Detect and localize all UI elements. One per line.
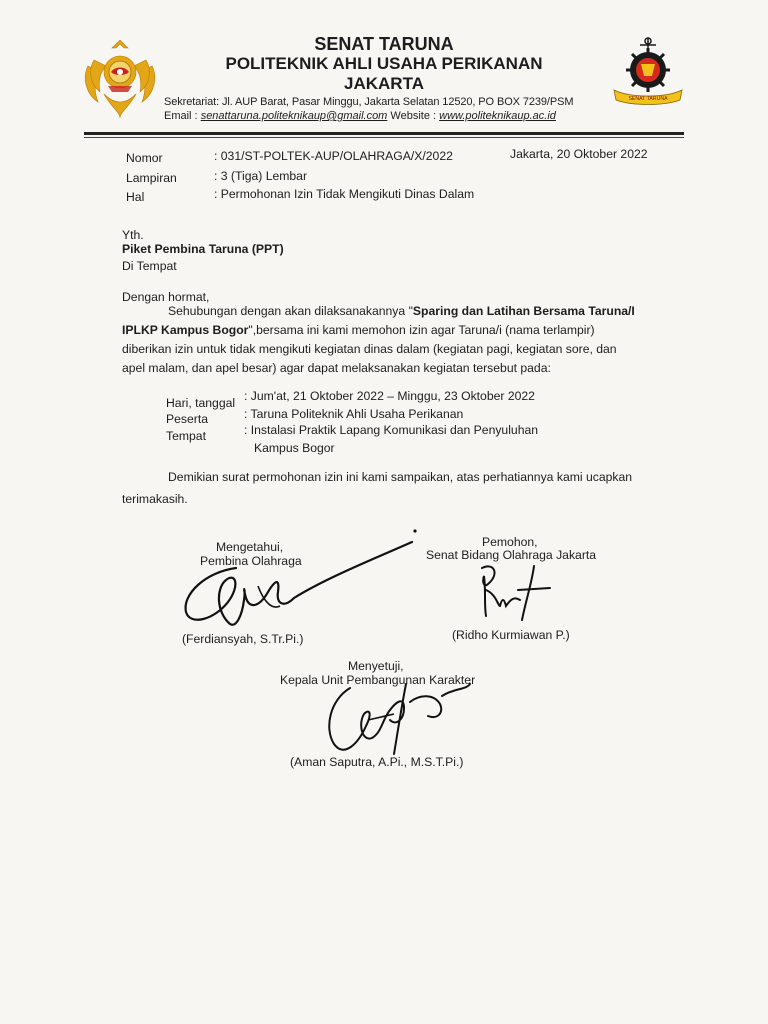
nomor-label: Nomor: [126, 151, 163, 165]
salutation-yth: Yth.: [122, 228, 144, 242]
detail-label-date: Hari, tanggal: [166, 396, 236, 410]
right-sig-name: (Ridho Kurmiawan P.): [452, 628, 570, 642]
event-name-cont: IPLKP Kampus Bogor: [122, 323, 249, 337]
center-sig-role2: Kepala Unit Pembangunan Karakter: [280, 673, 476, 687]
letterhead-address: Sekretariat: Jl. AUP Barat, Pasar Minggu, Jakarta Selatan 12520, PO BOX 7239/PSM: [164, 96, 574, 108]
center-signature: [310, 674, 480, 766]
left-sig-role1: Mengetahui,: [216, 540, 284, 554]
p1-line2: ",bersama ini kami memohon izin agar Taruna/i (nama terlampir): [248, 323, 595, 337]
p1-line4: apel malam, dan apel besar) agar dapat melaksanakan kegiatan tersebut pada:: [122, 361, 551, 375]
hal-value: : Permohonan Izin Tidak Mengikuti Dinas Dalam: [214, 187, 475, 201]
header-rule-thin: [84, 137, 684, 138]
detail-value-date: : Jum'at, 21 Oktober 2022 – Minggu, 23 Oktober 2022: [244, 389, 535, 403]
left-sig-name: (Ferdiansyah, S.Tr.Pi.): [182, 632, 304, 646]
p1-line3: diberikan izin untuk tidak mengikuti kegiatan dinas dalam (kegiatan pagi, kegiatan sore, dan: [122, 342, 617, 356]
closing-line2: terimakasih.: [122, 492, 188, 506]
closing-line1: Demikian surat permohonan izin ini kami sampaikan, atas perhatiannya kami ucapkan: [168, 470, 633, 484]
detail-value-participants: : Taruna Politeknik Ahli Usaha Perikanan: [244, 407, 464, 421]
body-paragraph: [122, 302, 642, 378]
right-sig-role2: Senat Bidang Olahraga Jakarta: [426, 548, 597, 562]
anchor-wheel-emblem-icon: [610, 36, 686, 106]
right-signature: [470, 560, 560, 628]
right-sig-role1: Pemohon,: [482, 535, 538, 549]
letterhead-city: JAKARTA: [344, 74, 424, 93]
p1-intro: Sehubungan dengan akan dilaksanakannya ": [168, 304, 413, 318]
detail-value-place: : Instalasi Praktik Lapang Komunikasi dan Penyuluhan: [244, 423, 539, 437]
lampiran-label: Lampiran: [126, 171, 177, 185]
lampiran-value: : 3 (Tiga) Lembar: [214, 169, 308, 183]
website-link[interactable]: www.politeknikaup.ac.id: [439, 110, 556, 122]
email-link[interactable]: senattaruna.politeknikaup@gmail.com: [200, 110, 388, 122]
nomor-value: : 031/ST-POLTEK-AUP/OLAHRAGA/X/2022: [214, 149, 453, 163]
event-name: Sparing dan Latihan Bersama Taruna/I: [412, 304, 635, 318]
email-label: Email :: [164, 110, 198, 122]
center-sig-name: (Aman Saputra, A.Pi., M.S.T.Pi.): [290, 755, 464, 769]
website-label: Website :: [390, 110, 437, 122]
ribbon-text: SENAT TARUNA: [628, 96, 668, 102]
detail-label-participants: Peserta: [166, 412, 209, 426]
letterhead-title: SENAT TARUNA: [314, 34, 454, 54]
recipient-name: Piket Pembina Taruna (PPT): [122, 242, 284, 256]
header-rule-thick: [84, 132, 684, 135]
detail-label-place: Tempat: [166, 429, 206, 443]
recipient-place: Di Tempat: [122, 259, 177, 273]
letterhead-contact: [164, 110, 556, 122]
center-sig-role1: Menyetuji,: [348, 659, 404, 673]
greeting: Dengan hormat,: [122, 290, 210, 304]
letter-date: Jakarta, 20 Oktober 2022: [510, 147, 648, 161]
left-signature: [176, 528, 426, 632]
letterhead-institution: POLITEKNIK AHLI USAHA PERIKANAN: [225, 54, 543, 73]
hal-label: Hal: [126, 190, 145, 204]
left-sig-role2: Pembina Olahraga: [200, 554, 302, 568]
detail-value-place-cont: Kampus Bogor: [254, 441, 335, 455]
